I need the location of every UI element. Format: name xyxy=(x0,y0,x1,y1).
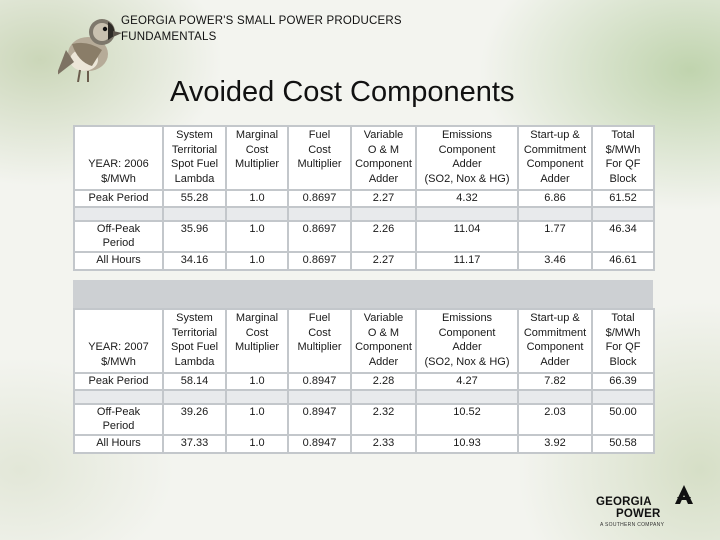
column-header-cell-line: Adder xyxy=(540,355,570,368)
column-header-cell-line: Start-up & xyxy=(530,129,580,141)
row-label-cell-line: Off-Peak xyxy=(96,405,141,418)
year-label-cell-line: YEAR: 2007 xyxy=(88,341,149,353)
row-label-cell-line: Peak Period xyxy=(88,192,149,204)
separator-cell xyxy=(74,207,163,221)
value-cell-line: 2.33 xyxy=(372,436,395,449)
column-header-cell xyxy=(288,309,351,373)
year-label-cell xyxy=(74,126,163,190)
value-cell-line: 55.28 xyxy=(180,192,209,204)
column-header-cell-line: Multiplier xyxy=(297,158,342,170)
row-label-cell-line: Off-Peak xyxy=(96,222,141,235)
value-cell-line: 4.27 xyxy=(456,375,478,387)
value-cell xyxy=(416,190,518,207)
value-cell xyxy=(163,435,226,453)
row-label-cell xyxy=(74,373,163,390)
table-row xyxy=(74,221,654,252)
separator-cell xyxy=(416,207,518,221)
value-cell xyxy=(416,404,518,435)
row-label-cell-line: Period xyxy=(102,237,135,249)
column-header-cell-line: Commitment xyxy=(523,143,587,156)
column-header-cell-line: Commitment xyxy=(523,326,587,339)
column-header-cell-line: $/MWh xyxy=(605,326,641,339)
column-header-cell xyxy=(163,126,226,190)
value-cell-line: 11.04 xyxy=(453,222,481,235)
value-cell xyxy=(416,221,518,252)
column-header-cell-line: Component xyxy=(438,143,496,156)
row-label-cell xyxy=(74,404,163,435)
page-title: Avoided Cost Components xyxy=(170,76,515,108)
value-cell-line: 0.8947 xyxy=(302,405,337,418)
column-header-cell xyxy=(416,126,518,190)
row-separator xyxy=(74,390,654,404)
row-label-cell xyxy=(74,190,163,207)
column-header-cell xyxy=(226,126,288,190)
table-separator-band xyxy=(73,280,653,309)
column-header-cell-line: Territorial xyxy=(171,326,218,339)
table-row xyxy=(74,373,654,390)
value-cell xyxy=(226,190,288,207)
column-header-cell-line: System xyxy=(176,312,213,324)
row-label-cell xyxy=(74,252,163,270)
column-header-cell xyxy=(592,126,654,190)
value-cell-line: 37.33 xyxy=(180,436,209,449)
value-cell-line: 50.58 xyxy=(609,436,637,449)
row-label-cell xyxy=(74,221,163,252)
separator-cell xyxy=(518,390,592,404)
value-cell-line: 1.0 xyxy=(249,375,265,387)
value-cell xyxy=(518,221,592,252)
value-cell xyxy=(351,404,416,435)
value-cell-line: 1.0 xyxy=(249,405,265,418)
column-header-cell-line: Adder xyxy=(540,172,570,185)
column-header-cell-line: For QF xyxy=(605,341,641,353)
column-header-cell-line: $/MWh xyxy=(605,143,641,156)
value-cell-line: 1.0 xyxy=(249,253,265,266)
column-header-cell-line: (SO2, Nox & HG) xyxy=(424,172,510,185)
column-header-cell-line: Fuel xyxy=(308,129,331,141)
column-header-cell-line: Cost xyxy=(308,143,331,156)
column-header-cell-line: Total xyxy=(611,312,635,324)
value-cell xyxy=(518,373,592,390)
year-label-cell-line: $/MWh xyxy=(101,355,136,368)
separator-cell xyxy=(288,390,351,404)
value-cell-line: 1.0 xyxy=(249,222,265,235)
value-cell xyxy=(592,373,654,390)
separator-cell xyxy=(163,207,226,221)
value-cell xyxy=(351,221,416,252)
column-header-cell-line: Emissions xyxy=(441,312,493,324)
value-cell xyxy=(518,190,592,207)
column-header-cell-line: Variable xyxy=(363,312,404,324)
column-header-cell-line: O & M xyxy=(367,326,400,339)
column-header-cell-line: Component xyxy=(526,341,584,353)
column-header-cell-line: Adder xyxy=(368,355,399,368)
column-header-cell-line: Adder xyxy=(452,158,482,170)
row-label-cell-line: All Hours xyxy=(96,253,141,266)
value-cell xyxy=(288,373,351,390)
value-cell xyxy=(351,373,416,390)
column-header-cell-line: Adder xyxy=(368,172,399,185)
separator-cell xyxy=(226,207,288,221)
value-cell xyxy=(518,435,592,453)
value-cell xyxy=(518,252,592,270)
value-cell xyxy=(592,404,654,435)
separator-cell xyxy=(74,390,163,404)
value-cell-line: 46.34 xyxy=(609,222,637,235)
value-cell xyxy=(416,373,518,390)
value-cell xyxy=(592,221,654,252)
bird-image xyxy=(58,10,128,82)
separator-cell xyxy=(288,207,351,221)
year-label-cell-line: $/MWh xyxy=(101,172,136,185)
value-cell xyxy=(226,221,288,252)
column-header-cell-line: Lambda xyxy=(174,355,215,368)
value-cell xyxy=(592,190,654,207)
value-cell-line: 2.27 xyxy=(372,253,395,266)
value-cell xyxy=(288,404,351,435)
row-label-cell-line: All Hours xyxy=(96,436,141,449)
separator-cell xyxy=(226,390,288,404)
column-header-cell xyxy=(592,309,654,373)
column-header-cell-line: Spot Fuel xyxy=(170,158,219,170)
avoided-cost-table-2006 xyxy=(73,125,655,271)
column-header-cell-line: (SO2, Nox & HG) xyxy=(424,355,510,368)
column-header-cell-line: Total xyxy=(611,129,635,141)
value-cell-line: 0.8947 xyxy=(302,375,337,387)
column-header-cell-line: Lambda xyxy=(174,172,215,185)
header-line-2: FUNDAMENTALS xyxy=(121,31,217,43)
column-header-cell-line: Component xyxy=(355,341,412,353)
value-cell xyxy=(288,435,351,453)
column-header-cell-line: Block xyxy=(609,355,637,368)
column-header-cell-line: For QF xyxy=(605,158,641,170)
column-header-cell-line: Component xyxy=(438,326,496,339)
year-label-cell xyxy=(74,309,163,373)
value-cell-line: 10.93 xyxy=(453,436,481,449)
column-header-cell xyxy=(163,309,226,373)
value-cell-line: 34.16 xyxy=(180,253,209,266)
header-row xyxy=(74,309,654,373)
table-row xyxy=(74,404,654,435)
column-header-cell-line: Component xyxy=(355,158,412,170)
value-cell-line: 3.92 xyxy=(544,436,566,449)
logo-line-2: POWER xyxy=(616,508,661,520)
value-cell-line: 2.32 xyxy=(372,405,395,418)
value-cell-line: 3.46 xyxy=(544,253,566,266)
value-cell-line: 10.52 xyxy=(453,405,481,418)
separator-cell xyxy=(416,390,518,404)
value-cell-line: 46.61 xyxy=(609,253,637,266)
separator-cell xyxy=(592,390,654,404)
value-cell xyxy=(163,404,226,435)
table-row xyxy=(74,435,654,453)
value-cell-line: 0.8697 xyxy=(302,222,337,235)
value-cell-line: 4.32 xyxy=(456,192,478,204)
value-cell-line: 35.96 xyxy=(180,222,209,235)
column-header-cell-line: Multiplier xyxy=(297,341,342,353)
value-cell xyxy=(163,252,226,270)
value-cell xyxy=(288,190,351,207)
column-header-cell-line: Component xyxy=(526,158,584,170)
value-cell-line: 2.26 xyxy=(372,222,395,235)
value-cell-line: 7.82 xyxy=(544,375,566,387)
column-header-cell-line: Fuel xyxy=(308,312,331,324)
column-header-cell xyxy=(416,309,518,373)
value-cell xyxy=(226,373,288,390)
logo-mark-icon xyxy=(674,484,694,506)
value-cell-line: 0.8947 xyxy=(302,436,337,449)
separator-cell xyxy=(351,390,416,404)
column-header-cell-line: Variable xyxy=(363,129,404,141)
value-cell-line: 11.17 xyxy=(453,253,481,266)
column-header-cell-line: System xyxy=(176,129,213,141)
value-cell xyxy=(351,435,416,453)
logo-subtitle: A SOUTHERN COMPANY xyxy=(600,522,665,528)
value-cell xyxy=(226,252,288,270)
value-cell xyxy=(351,190,416,207)
row-label-cell-line: Peak Period xyxy=(88,375,149,387)
separator-cell xyxy=(351,207,416,221)
value-cell-line: 0.8697 xyxy=(302,253,337,266)
value-cell xyxy=(592,435,654,453)
column-header-cell-line: Spot Fuel xyxy=(170,341,219,353)
header-row xyxy=(74,126,654,190)
value-cell-line: 39.26 xyxy=(180,405,209,418)
column-header-cell-line: Adder xyxy=(452,341,482,353)
value-cell-line: 50.00 xyxy=(609,405,637,418)
value-cell xyxy=(518,404,592,435)
value-cell xyxy=(163,221,226,252)
value-cell xyxy=(288,252,351,270)
value-cell xyxy=(226,404,288,435)
table-row xyxy=(74,190,654,207)
header-line-1: GEORGIA POWER'S SMALL POWER PRODUCERS xyxy=(121,15,402,27)
avoided-cost-table-2007 xyxy=(73,308,655,454)
georgia-power-logo xyxy=(596,484,696,530)
separator-cell xyxy=(163,390,226,404)
column-header-cell-line: Marginal xyxy=(235,312,279,324)
value-cell-line: 58.14 xyxy=(180,375,209,387)
column-header-cell xyxy=(518,126,592,190)
value-cell-line: 6.86 xyxy=(544,192,566,204)
column-header-cell-line: Cost xyxy=(308,326,331,339)
value-cell xyxy=(351,252,416,270)
column-header-cell-line: Emissions xyxy=(441,129,493,141)
table-row xyxy=(74,252,654,270)
value-cell-line: 1.0 xyxy=(249,192,265,204)
separator-cell xyxy=(518,207,592,221)
value-cell-line: 2.03 xyxy=(544,405,566,418)
column-header-cell xyxy=(518,309,592,373)
column-header-cell xyxy=(226,309,288,373)
column-header-cell xyxy=(288,126,351,190)
column-header-cell-line: Multiplier xyxy=(234,158,279,170)
value-cell xyxy=(163,373,226,390)
value-cell-line: 2.28 xyxy=(372,375,395,387)
value-cell-line: 0.8697 xyxy=(302,192,337,204)
column-header-cell-line: Multiplier xyxy=(234,341,279,353)
column-header-cell-line: O & M xyxy=(367,143,400,156)
column-header-cell-line: Start-up & xyxy=(530,312,580,324)
row-label-cell xyxy=(74,435,163,453)
column-header-cell-line: Cost xyxy=(245,143,269,156)
value-cell xyxy=(416,435,518,453)
column-header-cell-line: Block xyxy=(609,172,637,185)
row-label-cell-line: Period xyxy=(102,420,135,432)
value-cell-line: 1.0 xyxy=(249,436,265,449)
separator-cell xyxy=(592,207,654,221)
column-header-cell xyxy=(351,309,416,373)
value-cell xyxy=(416,252,518,270)
logo-text xyxy=(596,496,660,520)
value-cell xyxy=(288,221,351,252)
value-cell-line: 1.77 xyxy=(544,222,566,235)
value-cell-line: 66.39 xyxy=(609,375,637,387)
column-header-cell-line: Territorial xyxy=(171,143,218,156)
value-cell xyxy=(592,252,654,270)
logo-line-1: GEORGIA xyxy=(596,496,652,508)
value-cell-line: 2.27 xyxy=(372,192,395,204)
value-cell xyxy=(163,190,226,207)
column-header-cell xyxy=(351,126,416,190)
value-cell-line: 61.52 xyxy=(609,192,637,204)
value-cell xyxy=(226,435,288,453)
column-header-cell-line: Cost xyxy=(245,326,269,339)
column-header-cell-line: Marginal xyxy=(235,129,279,141)
year-label-cell-line: YEAR: 2006 xyxy=(88,158,149,170)
row-separator xyxy=(74,207,654,221)
